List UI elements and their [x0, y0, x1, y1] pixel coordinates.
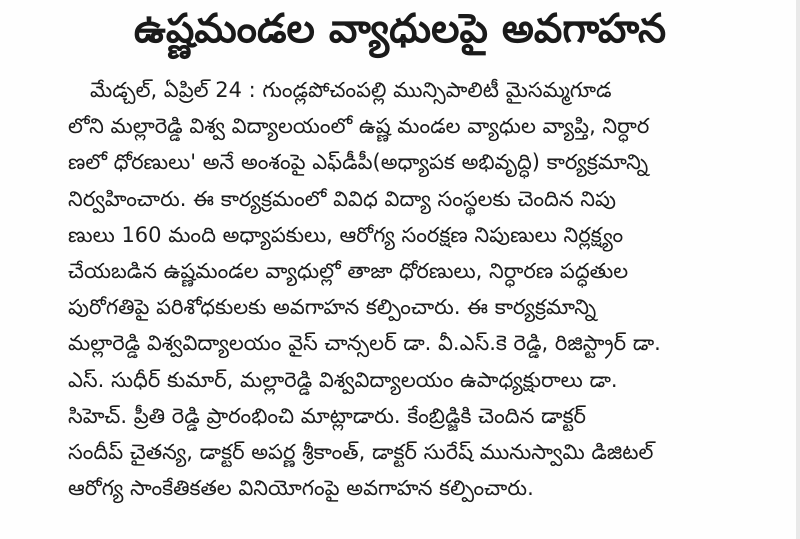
body-line-4: నిర్వహించారు. ఈ కార్యక్రమంలో వివిధ విద్యా సంస్థలకు చెందిన నిపు [68, 186, 616, 211]
body-line-9: ఎస్. సుధీర్ కుమార్, మల్లారెడ్డి విశ్వవిద్యాలయం ఉపాధ్యక్షురాలు డా. [68, 367, 618, 392]
body-line-11: సందీప్ చైతన్య, డాక్టర్ అపర్ణ శ్రీకాంత్, డాక్టర్ సురేష్ మునుస్వామి డిజిటల్ [68, 439, 654, 464]
body-line-7: పురోగతిపై పరిశోధకులకు అవగాహన కల్పించారు. ఈ కార్యక్రమాన్ని [68, 295, 597, 320]
headline: ఉష్ణమండల వ్యాధులపై అవగాహన [133, 6, 667, 52]
body-line-2: లోని మల్లారెడ్డి విశ్వ విద్యాలయంలో ఉష్ణ మండల వ్యాధుల వ్యాప్తి, నిర్ధార [68, 114, 650, 139]
body-line-5: ణులు 160 మంది అధ్యాపకులు, ఆరోగ్య సంరక్షణ నిపుణులు నిర్లక్ష్యం [68, 222, 624, 247]
article-body [68, 72, 758, 506]
body-line-6: చేయబడిన ఉష్ణమండల వ్యాధుల్లో తాజా ధోరణులు, నిర్ధారణ పద్ధతుల [68, 258, 629, 283]
body-line-1: మేడ్చల్, ఏప్రిల్ 24 : గుండ్లపోచంపల్లి మున్సిపాలిటీ మైసమ్మగూడ [90, 78, 612, 102]
page-edge-shadow [796, 0, 800, 539]
body-line-8: మల్లారెడ్డి విశ్వవిద్యాలయం వైస్ చాన్సలర్ డా. వీ.ఎస్.కె రెడ్డి, రిజిస్ట్రార్ డా. [68, 331, 661, 356]
body-line-10: సిహెచ్. ప్రీతి రెడ్డి ప్రారంభించి మాట్లాడారు. కేంబ్రిడ్జికి చెందిన డాక్టర్ [68, 403, 587, 428]
body-line-12: ఆరోగ్య సాంకేతికతల వినియోగంపై అవగాహన కల్పించారు. [68, 476, 534, 501]
body-line-3: ణలో ధోరణులు' అనే అంశంపై ఎఫ్‌డీపీ(అధ్యాపక అభివృద్ధి) కార్యక్రమాన్ని [68, 150, 649, 175]
